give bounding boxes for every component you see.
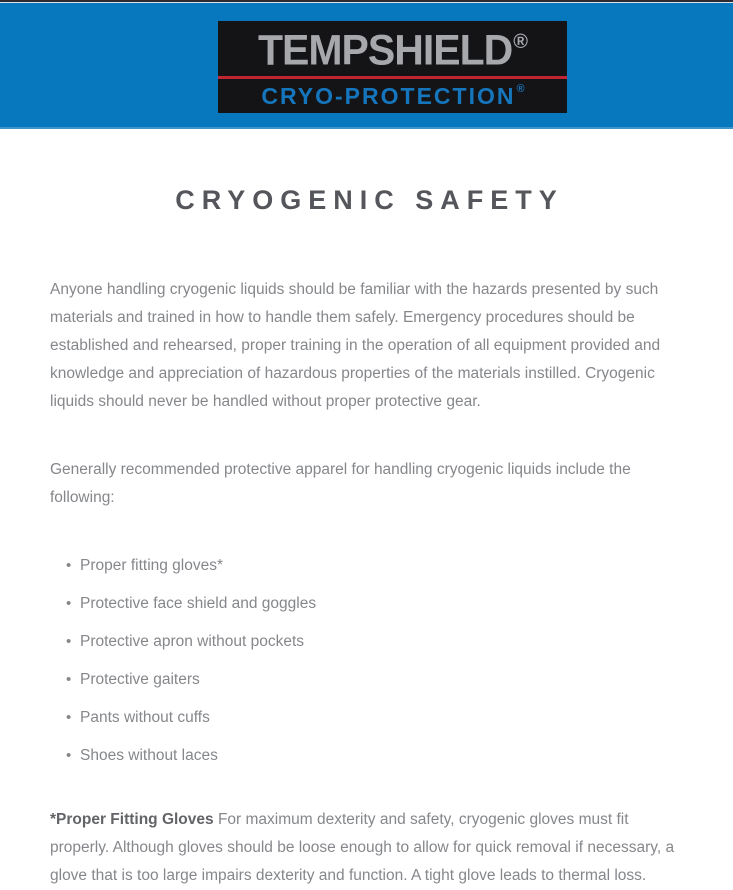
list-item: • Shoes without laces bbox=[68, 742, 689, 770]
logo-brand-row bbox=[218, 21, 567, 76]
list-item: • Protective face shield and goggles bbox=[68, 590, 689, 618]
footnote-paragraph bbox=[50, 806, 689, 890]
list-item: • Pants without cuffs bbox=[68, 704, 689, 732]
list-item: • Protective gaiters bbox=[68, 666, 689, 694]
apparel-paragraph: Generally recommended protective apparel for handling cryogenic liquids include the following: bbox=[50, 461, 631, 507]
registered-trademark-icon: ® bbox=[516, 82, 525, 95]
list-item: • Proper fitting gloves* bbox=[68, 552, 689, 580]
header-banner bbox=[0, 3, 733, 129]
page-title: CRYOGENIC SAFETY bbox=[175, 185, 564, 215]
article-body bbox=[0, 184, 733, 890]
tempshield-logo[interactable] bbox=[218, 21, 567, 113]
list-item: • Protective apron without pockets bbox=[68, 628, 689, 656]
apparel-list bbox=[50, 552, 689, 770]
logo-tagline-row bbox=[218, 79, 567, 113]
footnote-lead: *Proper Fitting Gloves bbox=[50, 811, 214, 829]
logo-tagline-text: CRYO-PROTECTION bbox=[261, 82, 516, 109]
registered-trademark-icon: ® bbox=[513, 31, 528, 53]
footnote-body: For maximum dexterity and safety, cryogenic gloves must fit properly. Although gloves should be loose enough to allow for quick removal if necessary, a glove that is too large impairs dexterity and function. A tight glove leads to thermal loss. bbox=[50, 811, 675, 885]
logo-brand-text: TEMPSHIELD bbox=[258, 25, 513, 74]
intro-paragraph: Anyone handling cryogenic liquids should be familiar with the hazards presented by such materials and trained in how to handle them safely. Emergency procedures should be established and rehearsed, proper training in the operation of all equipment provided and knowledge and appreciation of hazardous properties of the materials instilled. Cryogenic liquids should never be handled without proper protective gear. bbox=[50, 281, 661, 411]
